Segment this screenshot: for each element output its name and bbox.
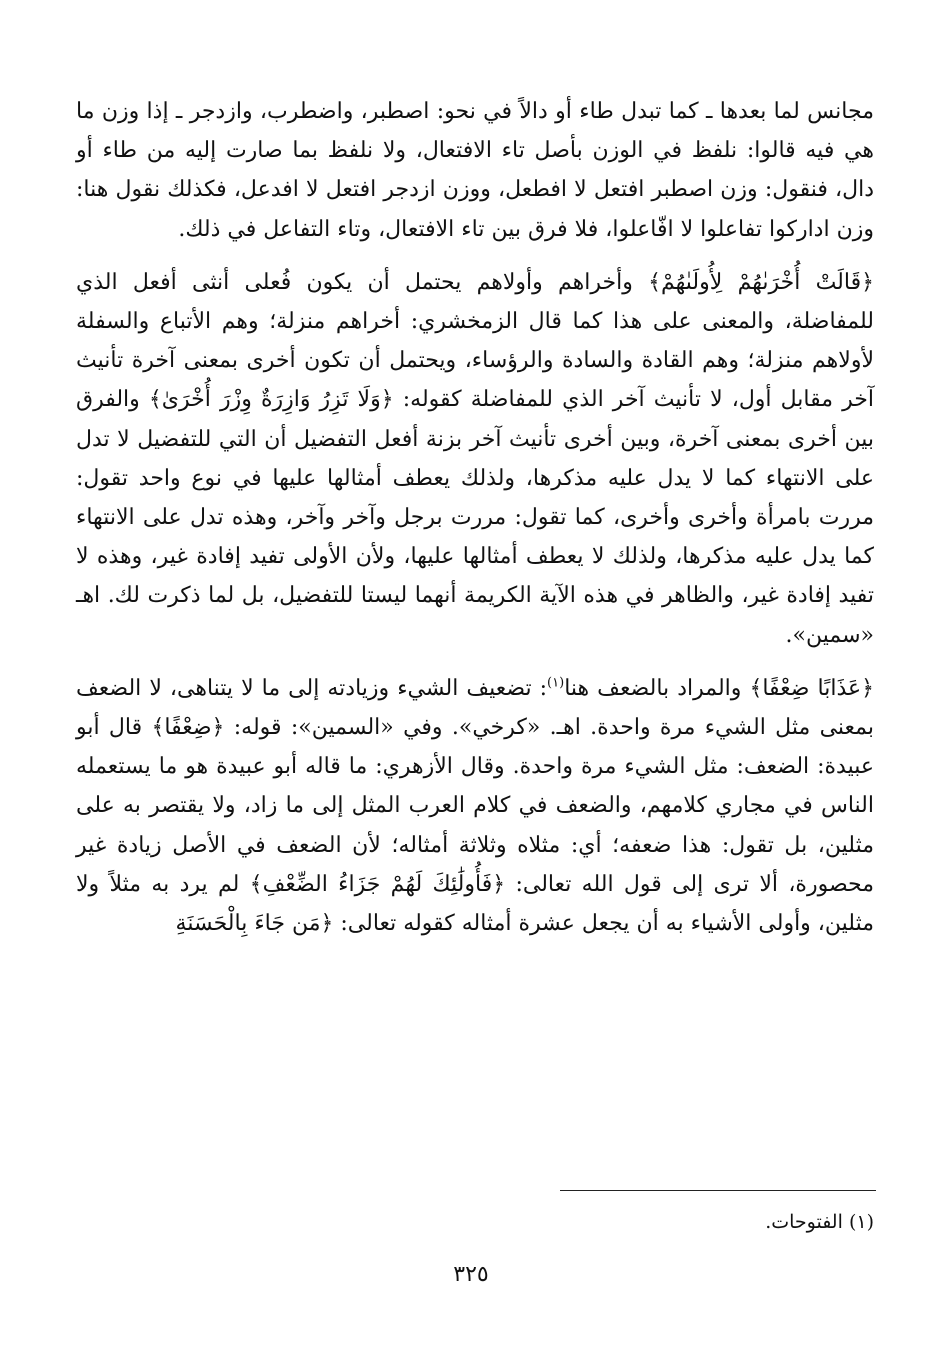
footnote-number: (١) xyxy=(848,1211,874,1233)
paragraph-1-text: مجانس لما بعدها ـ كما تبدل طاء أو دالاً في نحو: اصطبر، واضطرب، وازدجر ـ إذا وزن ما هي فيه قالوا: نلفظ في الوزن بأصل تاء الافتعال، ولا نلفظ بما صارت إليه من طاء أو دال، فنقول: وزن اصطبر افتعل لا افطعل، ووزن ازدجر افتعل لا افدعل، فكذلك نقول هنا: وزن اداركوا تفاعلوا لا افّاعلوا، فلا فرق بين تاء الافتعال، وتاء التفاعل في ذلك. xyxy=(76,99,874,242)
paragraph-2 xyxy=(76,263,874,655)
paragraph-2-text-a: وأخراهم وأولاهم يحتمل أن يكون فُعلى أنثى أفعل الذي للمفاضلة، والمعنى على هذا كما قال الزمخشري: أخراهم منزلة؛ وهم الأتباع والسفلة لأولاهم منزلة؛ وهم القادة والسادة والرؤساء، ويحتمل أن تكون أخرى بمعنى آخرة تأنيث آخر مقابل أول، لا تأنيث آخر الذي للمفاضلة كقوله: xyxy=(76,269,875,413)
paragraph-3-text-b: : تضعيف الشيء وزيادته إلى ما لا يتناهى، لا الضعف بمعنى مثل الشيء مرة واحدة. اهـ. «كرخي». وفي «السمين»: قوله: xyxy=(76,675,875,741)
paragraph-3-text-d: لم يرد به مثلاً ولا مثلين، وأولى الأشياء به أن يجعل عشرة أمثاله كقوله تعالى: xyxy=(76,871,874,937)
footnote-divider xyxy=(560,1190,876,1191)
quran-verse: ﴿وَلَا تَزِرُ وَازِرَةٌ وِزْرَ أُخْرَىٰ﴾ xyxy=(148,387,394,413)
paragraph-3-text-a: والمراد بالضعف هنا xyxy=(564,675,750,701)
footnote-reference[interactable]: (١) xyxy=(547,675,565,691)
footnote-text: الفتوحات. xyxy=(765,1211,843,1233)
main-text xyxy=(76,92,874,943)
quran-verse: ﴿ضِعْفًا﴾ xyxy=(151,715,225,741)
paragraph-3 xyxy=(76,669,874,943)
paragraph-3-text-c: قال أبو عبيدة: الضعف: مثل الشيء مرة واحدة. وقال الأزهري: ما قاله أبو عبيدة هو ما يستعمله الناس في مجاري كلامهم، والضعف في كلام العرب المثل إلى ما زاد، ولا يقتصر به على مثلين، بل تقول: هذا ضعفه؛ أي: مثلاه وثلاثة أمثاله؛ لأن الضعف في الأصل زيادة غير محصورة، ألا ترى إلى قول الله تعالى: xyxy=(76,715,875,897)
paragraph-2-text-b: والفرق بين أخرى بمعنى آخرة، وبين أخرى تأنيث آخر بزنة أفعل التفضيل أن التي للتفضيل لا تدل على الانتهاء كما لا يدل عليه مذكرها، ولذلك يعطف أمثالها عليها في نوع واحد تقول: مررت بامرأة وأخرى وأخرى، كما تقول: مررت برجل وآخر وآخر، وهذه تدل على الانتهاء كما يدل عليه مذكرها، ولذلك لا يعطف أمثالها عليها، ولأن الأولى تفيد إفادة غير، وهذه لا تفيد إفادة غير، والظاهر في هذه الآية الكريمة أنهما ليستا للتفضيل، بل لما ذكرت لك. اهـ «سمين». xyxy=(76,387,874,648)
page-number: ٣٢٥ xyxy=(453,1262,489,1287)
quran-verse: ﴿قَالَتْ أُخْرَىٰهُمْ لِأُولَىٰهُمْ﴾ xyxy=(648,269,874,295)
footnote xyxy=(474,1208,874,1236)
paragraph-1 xyxy=(76,92,874,249)
quran-verse: ﴿عَذَابًا ضِعْفًا﴾ xyxy=(749,675,875,701)
quran-verse: ﴿مَن جَاءَ بِالْحَسَنَةِ xyxy=(175,911,334,937)
quran-verse: ﴿فَأُولَٰئِكَ لَهُمْ جَزَاءُ الضِّعْفِ﴾ xyxy=(249,871,506,897)
